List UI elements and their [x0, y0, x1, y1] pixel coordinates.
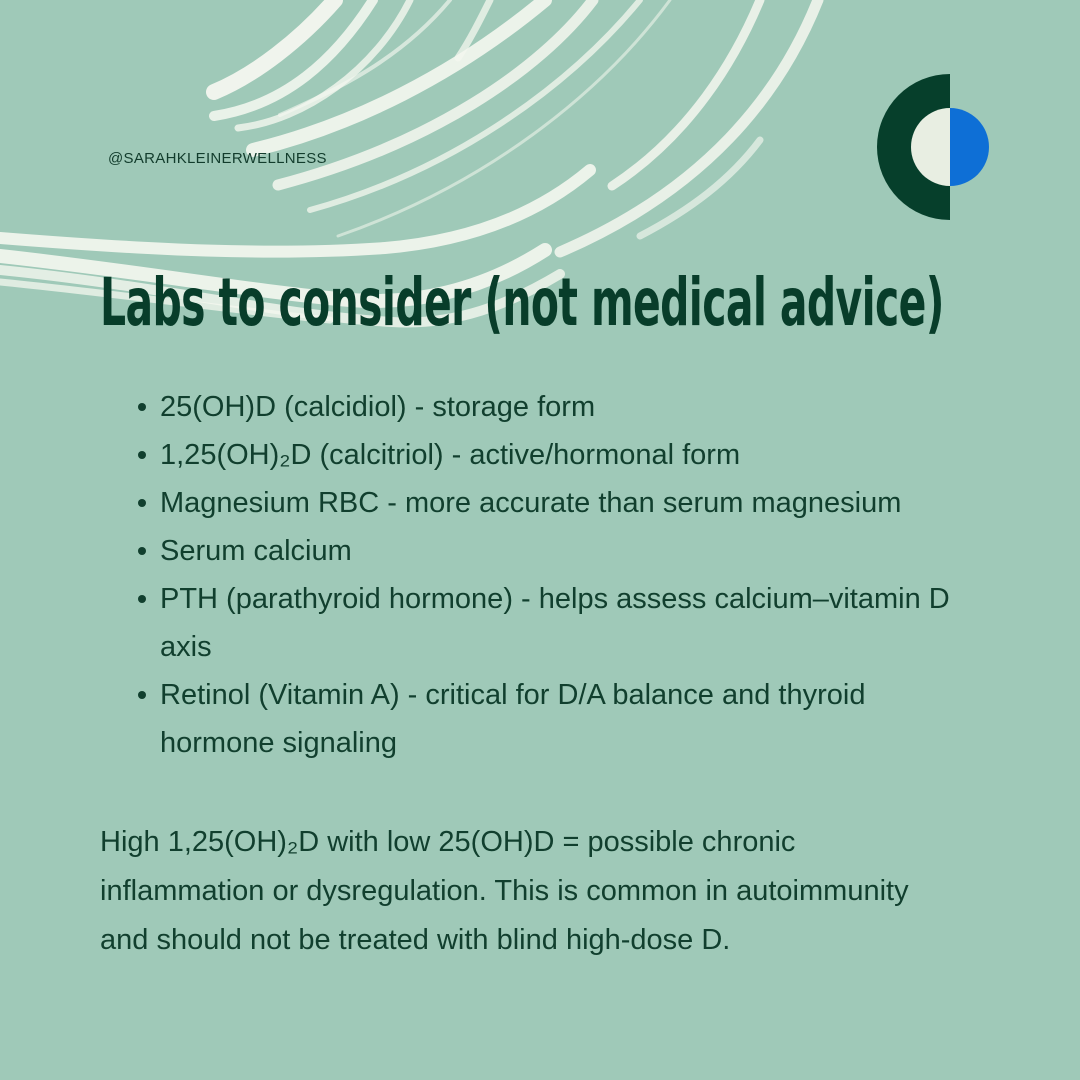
lab-item-serum-calcium: Serum calcium	[160, 527, 980, 575]
page-title: Labs to consider (not medical advice)	[100, 264, 944, 341]
lab-item-calcitriol: 1,25(OH)₂D (calcitriol) - active/hormonal form	[160, 431, 980, 479]
lab-item-pth: PTH (parathyroid hormone) - helps assess calcium–vitamin D axis	[160, 575, 980, 671]
lab-item-magnesium-rbc: Magnesium RBC - more accurate than serum magnesium	[160, 479, 980, 527]
half-circle-logo-icon	[876, 74, 992, 220]
lab-item-calcidiol: 25(OH)D (calcidiol) - storage form	[160, 383, 980, 431]
lab-item-retinol: Retinol (Vitamin A) - critical for D/A balance and thyroid hormone signaling	[160, 671, 980, 767]
summary-paragraph: High 1,25(OH)₂D with low 25(OH)D = possible chronic inflammation or dysregulation. This is common in autoimmunity and should not be treated with blind high-dose D.	[100, 826, 909, 956]
account-handle: @SARAHKLEINERWELLNESS	[108, 150, 327, 167]
labs-list	[160, 383, 980, 767]
